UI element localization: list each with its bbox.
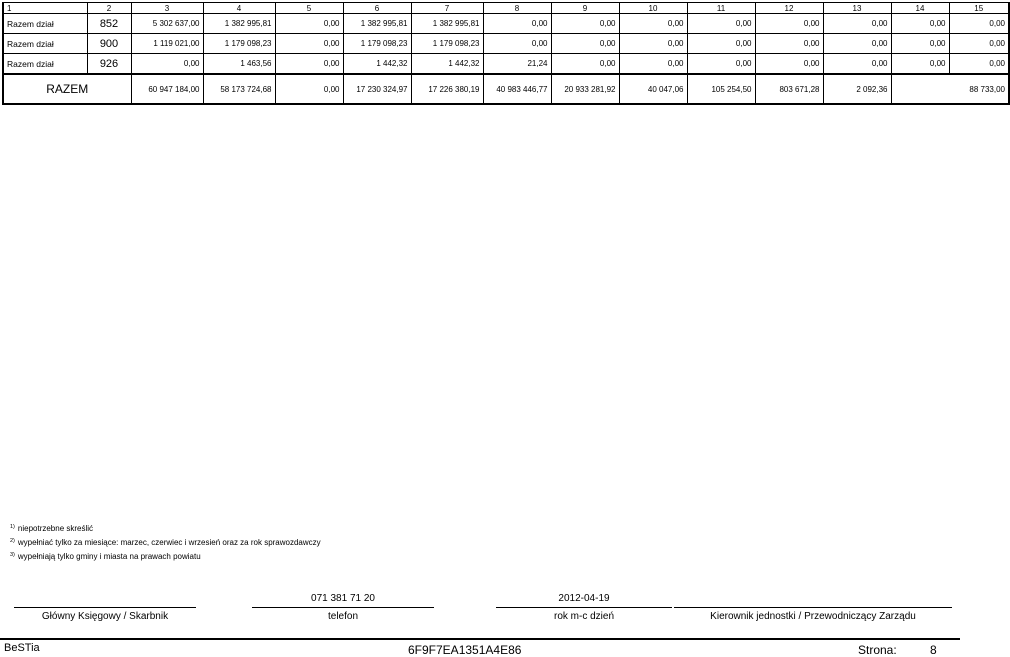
- date-value: 2012-04-19: [558, 593, 610, 604]
- total-value-cell: 17 230 324,97: [343, 74, 411, 104]
- column-header: 12: [755, 3, 823, 14]
- value-cell: 1 382 995,81: [203, 14, 275, 34]
- accountant-signature-line: [14, 607, 196, 608]
- footnote: [10, 521, 321, 535]
- column-header: 5: [275, 3, 343, 14]
- value-cell: 0,00: [891, 14, 949, 34]
- date-line: [496, 607, 672, 608]
- total-value-cell: 0,00: [275, 74, 343, 104]
- dzial-number: 926: [87, 54, 131, 75]
- column-header: 11: [687, 3, 755, 14]
- header-row: [3, 3, 1009, 14]
- report-table: [2, 2, 1010, 105]
- phone-label: telefon: [327, 611, 359, 622]
- value-cell: 1 119 021,00: [131, 34, 203, 54]
- footnote-text: niepotrzebne skreślić: [17, 524, 94, 533]
- total-value-cell: 58 173 724,68: [203, 74, 275, 104]
- value-cell: 0,00: [823, 14, 891, 34]
- footnotes: [10, 521, 321, 563]
- value-cell: 1 382 995,81: [343, 14, 411, 34]
- column-header: 15: [949, 3, 1009, 14]
- dzial-number: 900: [87, 34, 131, 54]
- value-cell: 0,00: [275, 34, 343, 54]
- total-value-cell: 2 092,36: [823, 74, 891, 104]
- head-signature-line: [674, 607, 952, 608]
- column-header: 7: [411, 3, 483, 14]
- table-row: [3, 54, 1009, 75]
- value-cell: 0,00: [949, 14, 1009, 34]
- value-cell: 0,00: [619, 54, 687, 75]
- footnote: [10, 535, 321, 549]
- row-label: Razem dział: [3, 34, 87, 54]
- value-cell: 1 442,32: [343, 54, 411, 75]
- phone-line: [252, 607, 434, 608]
- value-cell: 0,00: [275, 14, 343, 34]
- column-header: 1: [3, 3, 87, 14]
- value-cell: 21,24: [483, 54, 551, 75]
- value-cell: 0,00: [551, 34, 619, 54]
- value-cell: 0,00: [551, 54, 619, 75]
- total-value-cell: 88 733,00: [891, 74, 1009, 104]
- value-cell: 0,00: [483, 34, 551, 54]
- total-value-cell: 40 983 446,77: [483, 74, 551, 104]
- value-cell: 0,00: [823, 34, 891, 54]
- value-cell: 1 382 995,81: [411, 14, 483, 34]
- value-cell: 0,00: [619, 14, 687, 34]
- footer-rule: [0, 638, 960, 640]
- value-cell: 1 179 098,23: [411, 34, 483, 54]
- column-header: 6: [343, 3, 411, 14]
- value-cell: 0,00: [823, 54, 891, 75]
- value-cell: 1 179 098,23: [203, 34, 275, 54]
- table-row: [3, 34, 1009, 54]
- footnote-mark: 2): [10, 538, 15, 544]
- total-row: [3, 74, 1009, 104]
- value-cell: 0,00: [619, 34, 687, 54]
- total-value-cell: 20 933 281,92: [551, 74, 619, 104]
- value-cell: 0,00: [687, 14, 755, 34]
- date-label: rok m-c dzień: [553, 611, 614, 622]
- column-header: 14: [891, 3, 949, 14]
- footnote-mark: 3): [10, 552, 15, 558]
- column-header: 10: [619, 3, 687, 14]
- document-code: 6F9F7EA1351A4E86: [408, 643, 522, 657]
- value-cell: 0,00: [949, 54, 1009, 75]
- footnote-text: wypełniają tylko gminy i miasta na prawach powiatu: [17, 552, 201, 561]
- value-cell: 0,00: [891, 54, 949, 75]
- column-header: 9: [551, 3, 619, 14]
- value-cell: 0,00: [483, 14, 551, 34]
- value-cell: 0,00: [275, 54, 343, 75]
- total-value-cell: 17 226 380,19: [411, 74, 483, 104]
- total-value-cell: 40 047,06: [619, 74, 687, 104]
- table-row: [3, 14, 1009, 34]
- value-cell: 0,00: [755, 14, 823, 34]
- value-cell: 0,00: [131, 54, 203, 75]
- column-header: 13: [823, 3, 891, 14]
- total-label: RAZEM: [3, 74, 131, 104]
- total-value-cell: 803 671,28: [755, 74, 823, 104]
- value-cell: 0,00: [687, 54, 755, 75]
- value-cell: 5 302 637,00: [131, 14, 203, 34]
- total-value-cell: 105 254,50: [687, 74, 755, 104]
- row-label: Razem dział: [3, 14, 87, 34]
- value-cell: 0,00: [755, 34, 823, 54]
- footnote-mark: 1): [10, 524, 15, 530]
- value-cell: 1 179 098,23: [343, 34, 411, 54]
- accountant-label: Główny Księgowy / Skarbnik: [41, 611, 169, 622]
- column-header: 3: [131, 3, 203, 14]
- value-cell: 0,00: [755, 54, 823, 75]
- row-label: Razem dział: [3, 54, 87, 75]
- column-header: 8: [483, 3, 551, 14]
- total-value-cell: 60 947 184,00: [131, 74, 203, 104]
- phone-value: 071 381 71 20: [311, 593, 375, 604]
- column-header: 4: [203, 3, 275, 14]
- page-label: Strona:: [858, 643, 897, 657]
- value-cell: 1 442,32: [411, 54, 483, 75]
- value-cell: 0,00: [891, 34, 949, 54]
- value-cell: 0,00: [687, 34, 755, 54]
- page-number: 8: [930, 643, 937, 657]
- footnote-text: wypełniać tylko za miesiące: marzec, czerwiec i wrzesień oraz za rok sprawozdawczy: [17, 538, 321, 547]
- value-cell: 0,00: [551, 14, 619, 34]
- value-cell: 1 463,56: [203, 54, 275, 75]
- value-cell: 0,00: [949, 34, 1009, 54]
- system-name: BeSTia: [4, 642, 40, 654]
- dzial-number: 852: [87, 14, 131, 34]
- footnote: [10, 549, 321, 563]
- head-label: Kierownik jednostki / Przewodniczący Zarządu: [710, 611, 916, 622]
- column-header: 2: [87, 3, 131, 14]
